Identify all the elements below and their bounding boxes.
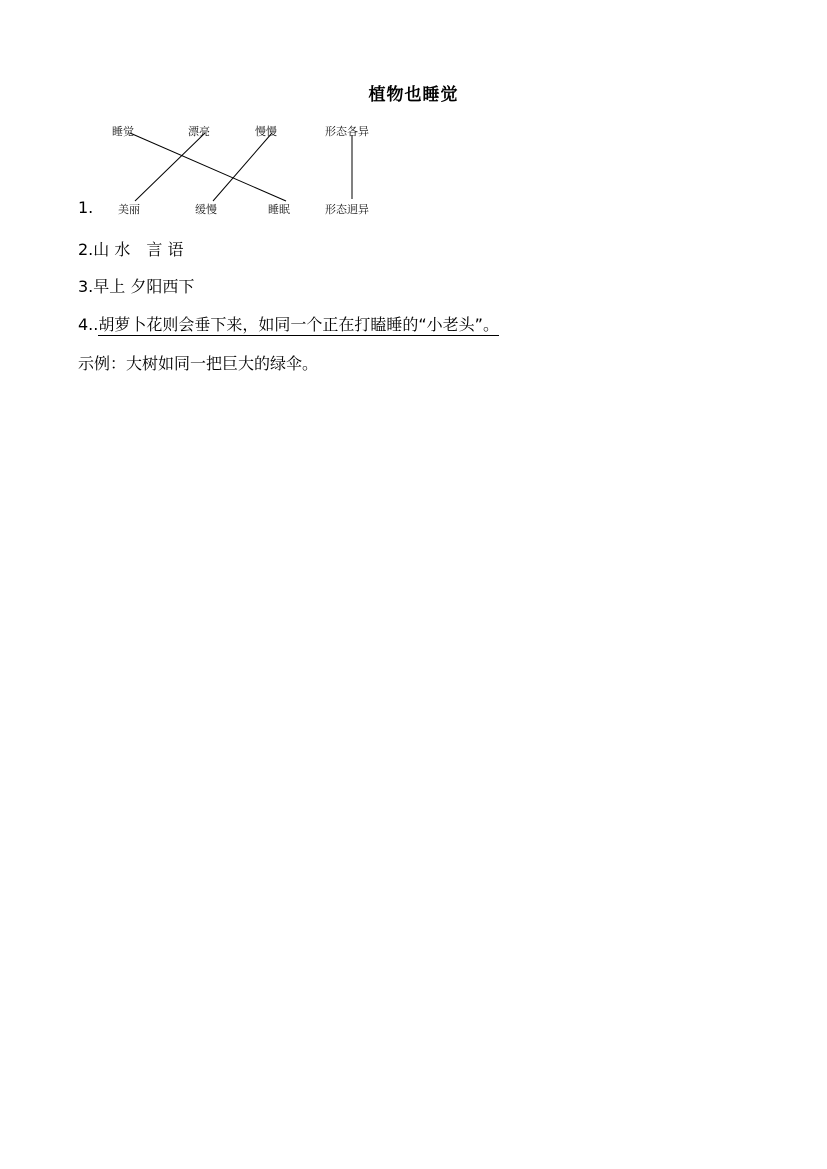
example-line [78, 351, 318, 374]
question-item-2 [78, 237, 183, 260]
match-word-top-0[interactable]: 睡觉 [112, 125, 134, 138]
match-word-bottom-3[interactable]: 形态迥异 [325, 203, 369, 216]
question-item-4 [78, 312, 499, 335]
match-word-top-3[interactable]: 形态各异 [325, 125, 369, 138]
page-title: 植物也睡觉 [368, 85, 459, 105]
question-item-1 [78, 198, 93, 217]
match-word-bottom-1[interactable]: 缓慢 [195, 203, 217, 216]
question-number-4: 4.. [78, 315, 99, 334]
question-text-3: 早上 夕阳西下 [93, 277, 195, 296]
question-item-3 [78, 274, 194, 297]
question-number-2: 2. [78, 240, 94, 259]
question-answer-4: 胡萝卜花则会垂下来，如同一个正在打瞌睡的“小老头”。 [98, 315, 499, 334]
match-word-bottom-0[interactable]: 美丽 [118, 203, 140, 216]
matching-exercise [100, 113, 420, 223]
match-word-top-1[interactable]: 漂亮 [188, 125, 210, 138]
match-word-top-2[interactable]: 慢慢 [255, 125, 277, 138]
question-number-1: 1. [78, 198, 94, 217]
example-text: 示例：大树如同一把巨大的绿伞。 [78, 354, 319, 373]
match-word-bottom-2[interactable]: 睡眠 [268, 203, 290, 216]
question-text-2: 山 水 言 语 [93, 240, 184, 259]
question-number-3: 3. [78, 277, 94, 296]
